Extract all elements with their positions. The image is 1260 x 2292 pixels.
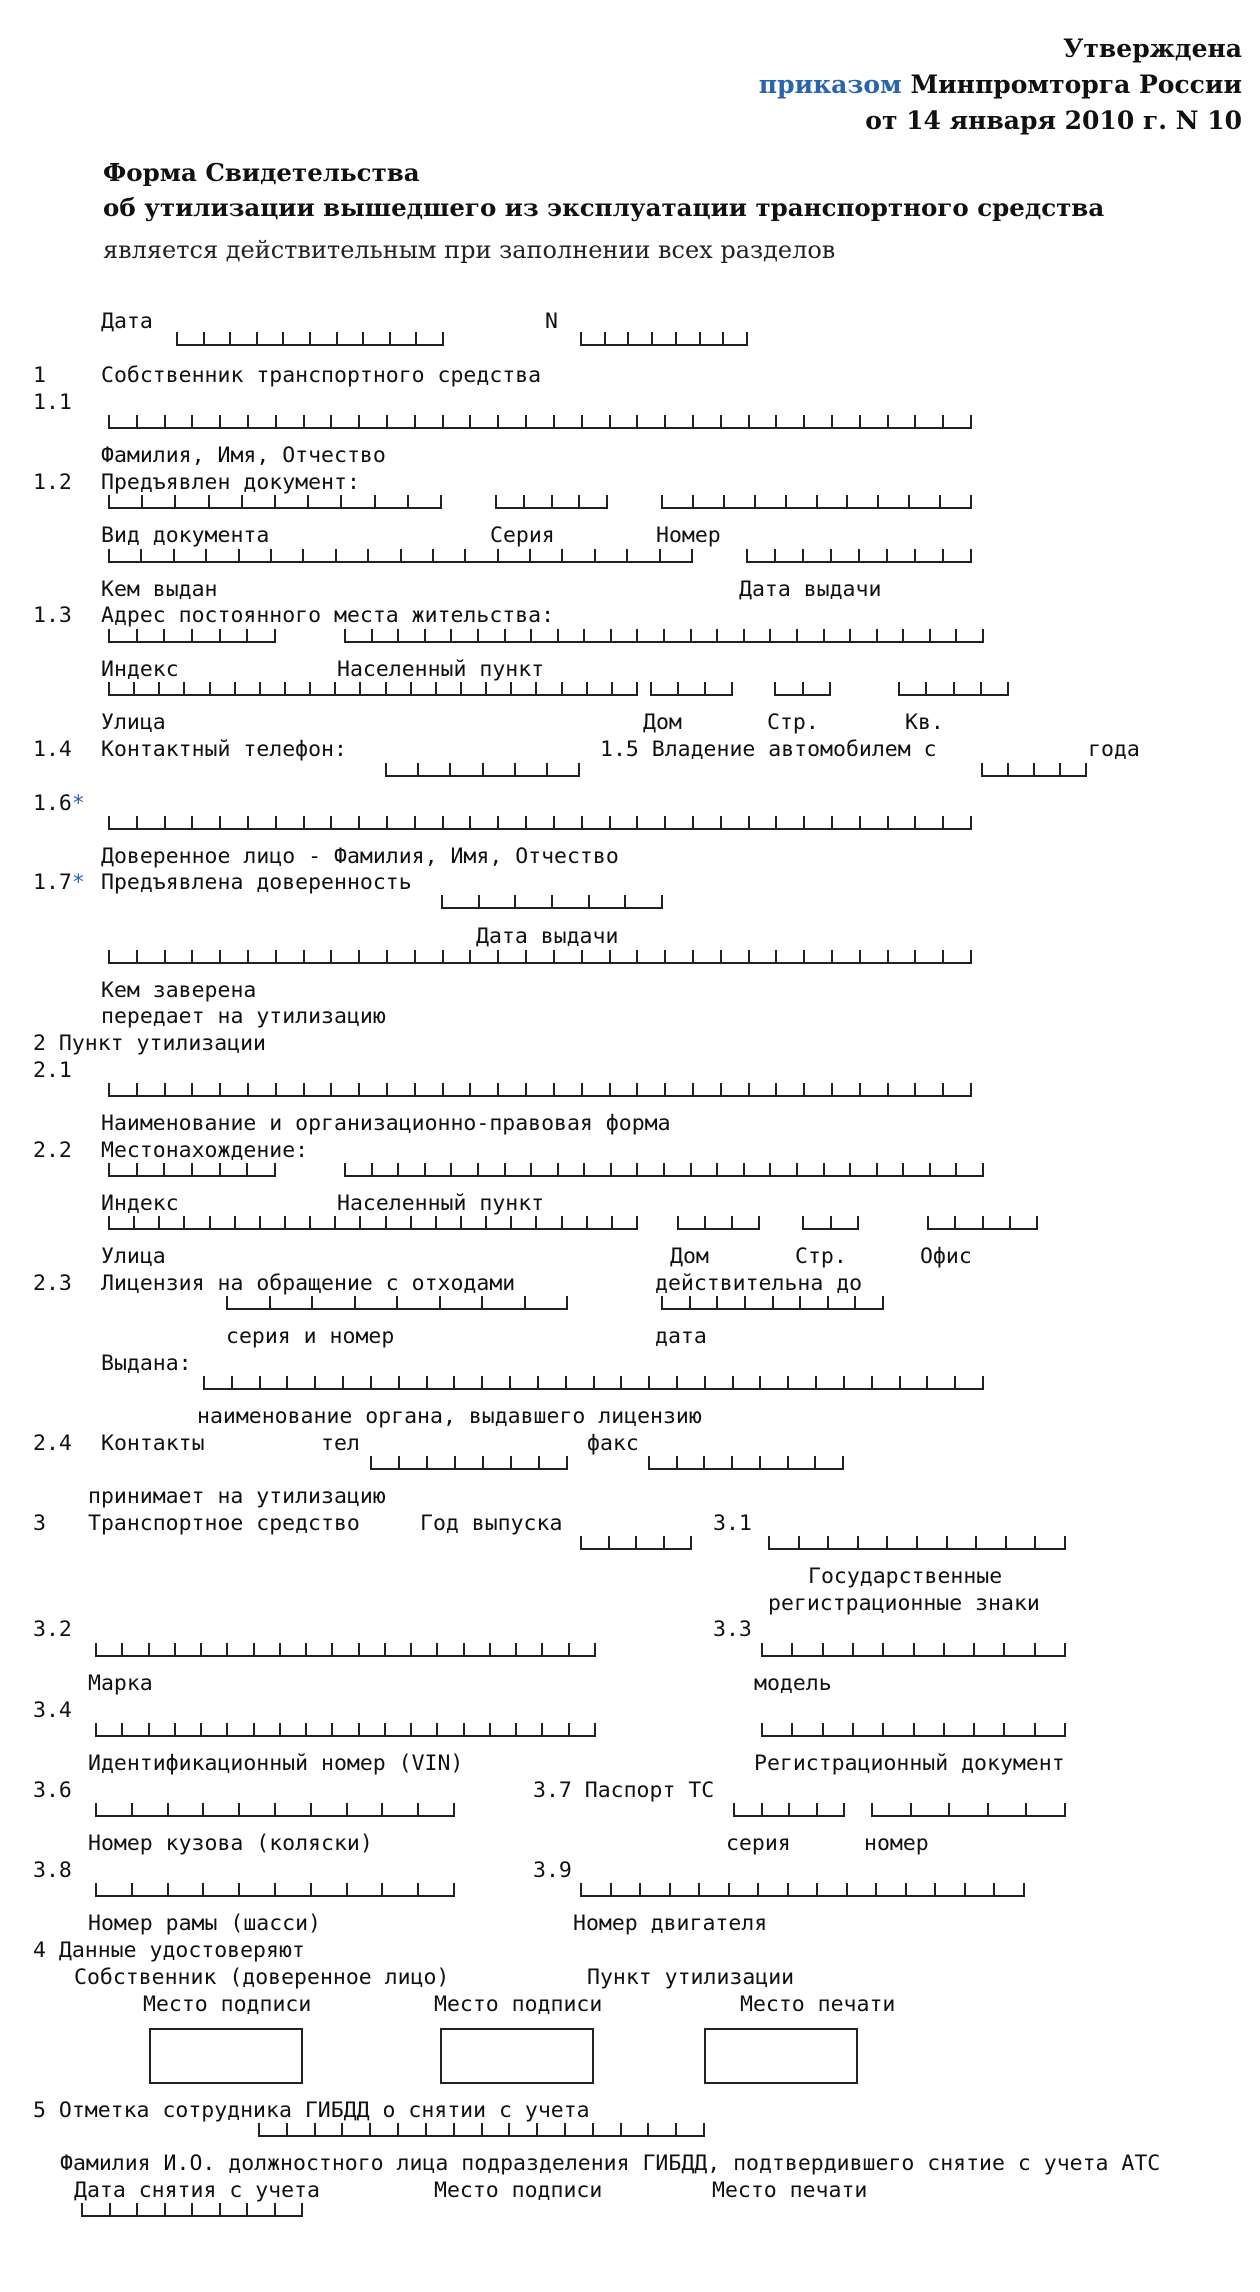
issued-by-field[interactable] xyxy=(108,550,693,563)
reg-doc-label: Регистрационный документ xyxy=(754,1751,1065,1776)
dereg-date-field[interactable] xyxy=(81,2204,303,2217)
frame-no-field[interactable] xyxy=(95,1884,455,1897)
location-label: Местонахождение: xyxy=(101,1138,309,1163)
index2-label: Индекс xyxy=(101,1191,179,1216)
s1-7-num: 1.7* xyxy=(33,870,85,895)
seal-place: Место печати xyxy=(740,1992,896,2017)
order-link[interactable]: приказом xyxy=(758,70,902,99)
date-small-label: дата xyxy=(655,1324,707,1349)
plates-field[interactable] xyxy=(768,1537,1066,1550)
point-signature-box[interactable] xyxy=(440,2028,594,2084)
valid-until-label: действительна до xyxy=(655,1271,863,1296)
building2-label: Стр. xyxy=(795,1244,847,1269)
date-field[interactable] xyxy=(176,333,444,346)
certificate-number-field[interactable] xyxy=(580,333,748,346)
doc-type-label: Вид документа xyxy=(101,523,270,548)
plates-label-2: регистрационные знаки xyxy=(768,1591,1040,1616)
model-label: модель xyxy=(754,1671,832,1696)
issue-date-label: Дата выдачи xyxy=(739,577,882,602)
form-note: является действительным при заполнении всех разделов xyxy=(103,236,836,264)
s2-title: 2 Пункт утилизации xyxy=(33,1031,266,1056)
locality2-field[interactable] xyxy=(344,1164,984,1177)
license-number-field[interactable] xyxy=(226,1297,568,1310)
vin-label: Идентификационный номер (VIN) xyxy=(88,1751,464,1776)
house2-label: Дом xyxy=(670,1244,709,1269)
s1-title: Собственник транспортного средства xyxy=(101,363,542,388)
passport-series-field[interactable] xyxy=(733,1804,845,1817)
owner-signature-box[interactable] xyxy=(149,2028,303,2084)
manuf-year-field[interactable] xyxy=(580,1537,692,1550)
order-line xyxy=(759,70,1242,99)
apartment-label: Кв. xyxy=(905,710,944,735)
proxy-fio-field[interactable] xyxy=(108,817,972,830)
fio-label: Фамилия, Имя, Отчество xyxy=(101,443,386,468)
manuf-year-label: Год выпуска xyxy=(420,1511,563,1536)
s4-title: 4 Данные удостоверяют xyxy=(33,1938,305,1963)
engine-no-field[interactable] xyxy=(580,1884,1025,1897)
sign-place-1: Место подписи xyxy=(143,1992,312,2017)
index-label: Индекс xyxy=(101,657,179,682)
s3-9-num: 3.9 xyxy=(533,1858,572,1883)
s3-6-num: 3.6 xyxy=(33,1778,72,1803)
apartment-field[interactable] xyxy=(898,683,1009,696)
license-label: Лицензия на обращение с отходами xyxy=(101,1271,516,1296)
date-label: Дата xyxy=(101,309,153,334)
s1-num: 1 xyxy=(33,363,46,388)
s1-2-num: 1.2 xyxy=(33,470,72,495)
s1-3-num: 1.3 xyxy=(33,603,72,628)
s1-1-num: 1.1 xyxy=(33,390,72,415)
issued-by-label: Кем выдан xyxy=(101,577,218,602)
office-label: Офис xyxy=(920,1244,972,1269)
locality-field[interactable] xyxy=(344,630,984,643)
street2-label: Улица xyxy=(101,1244,166,1269)
phone-field[interactable] xyxy=(385,764,580,777)
street2-field[interactable] xyxy=(108,1217,638,1230)
poa-date-field[interactable] xyxy=(441,896,663,909)
series-label: Серия xyxy=(490,523,555,548)
org-name-field[interactable] xyxy=(108,1084,972,1097)
form-title: Форма Свидетельства xyxy=(103,158,420,187)
vehicle-label: Транспортное средство xyxy=(88,1511,360,1536)
license-authority-field[interactable] xyxy=(203,1377,984,1390)
dereg-date-label: Дата снятия с учета xyxy=(74,2178,320,2203)
street-label: Улица xyxy=(101,710,166,735)
brand-label: Марка xyxy=(88,1671,153,1696)
street-field[interactable] xyxy=(108,683,638,696)
body-no-field[interactable] xyxy=(95,1804,455,1817)
body-no-label: Номер кузова (коляски) xyxy=(88,1831,373,1856)
certified-by-field[interactable] xyxy=(108,951,972,964)
officer-label: Фамилия И.О. должностного лица подразделения ГИБДД, подтвердившего снятие с учета АТС xyxy=(60,2151,1161,2176)
building-field[interactable] xyxy=(774,683,831,696)
s2-4-num: 2.4 xyxy=(33,1431,72,1456)
fax-field[interactable] xyxy=(648,1457,844,1470)
vin-field[interactable] xyxy=(95,1724,596,1737)
owner-fio-field[interactable] xyxy=(108,416,972,429)
locality2-label: Населенный пункт xyxy=(337,1191,545,1216)
building-label: Стр. xyxy=(767,710,819,735)
index-field[interactable] xyxy=(108,630,276,643)
passport-number-field[interactable] xyxy=(871,1804,1066,1817)
license-authority-label: наименование органа, выдавшего лицензию xyxy=(197,1404,702,1429)
model-field[interactable] xyxy=(761,1644,1066,1657)
house2-field[interactable] xyxy=(677,1217,760,1230)
transfers-label: передает на утилизацию xyxy=(101,1004,386,1029)
passport-label: 3.7 Паспорт ТС xyxy=(533,1778,715,1803)
s3-4-num: 3.4 xyxy=(33,1698,72,1723)
s5-title: 5 Отметка сотрудника ГИБДД о снятии с учета xyxy=(33,2098,590,2123)
order-date: от 14 января 2010 г. N 10 xyxy=(865,106,1242,135)
reg-doc-field[interactable] xyxy=(761,1724,1066,1737)
s2-2-num: 2.2 xyxy=(33,1138,72,1163)
index2-field[interactable] xyxy=(108,1164,276,1177)
year-label: года xyxy=(1088,737,1140,762)
s1-6-num: 1.6* xyxy=(33,791,85,816)
series3-label: серия xyxy=(726,1831,791,1856)
doc-type-field[interactable] xyxy=(108,496,442,509)
ministry-label: Минпромторга России xyxy=(910,70,1242,99)
house-field[interactable] xyxy=(650,683,733,696)
tel-field[interactable] xyxy=(370,1457,568,1470)
s3-1-num: 3.1 xyxy=(713,1511,752,1536)
form-subtitle: об утилизации вышедшего из эксплуатации транспортного средства xyxy=(103,193,1105,222)
poa-date-label: Дата выдачи xyxy=(476,924,619,949)
owner-proxy-label: Собственник (доверенное лицо) xyxy=(74,1965,450,1990)
poa-label: Предъявлена доверенность xyxy=(101,870,412,895)
building2-field[interactable] xyxy=(802,1217,859,1230)
house-label: Дом xyxy=(643,710,682,735)
brand-field[interactable] xyxy=(95,1644,596,1657)
address-label: Адрес постоянного места жительства: xyxy=(101,603,555,628)
seal-box[interactable] xyxy=(704,2028,858,2084)
doc-series-field[interactable] xyxy=(495,496,608,509)
s3-num: 3 xyxy=(33,1511,46,1536)
number3-label: номер xyxy=(864,1831,929,1856)
s2-3-num: 2.3 xyxy=(33,1271,72,1296)
phone-label: Контактный телефон: xyxy=(101,737,347,762)
doc-presented-label: Предъявлен документ: xyxy=(101,470,360,495)
plates-label-1: Государственные xyxy=(808,1564,1003,1589)
s1-4-num: 1.4 xyxy=(33,737,72,762)
certified-by-label: Кем заверена xyxy=(101,978,257,1003)
number-label: Номер xyxy=(656,523,721,548)
frame-no-label: Номер рамы (шасси) xyxy=(88,1911,321,1936)
locality-label: Населенный пункт xyxy=(337,657,545,682)
sign-place-3: Место подписи xyxy=(434,2178,603,2203)
tel-label: тел xyxy=(321,1431,360,1456)
license-date-field[interactable] xyxy=(661,1297,884,1310)
proxy-fio-label: Доверенное лицо - Фамилия, Имя, Отчество xyxy=(101,844,619,869)
sign-place-2: Место подписи xyxy=(434,1992,603,2017)
s3-8-num: 3.8 xyxy=(33,1858,72,1883)
s3-3-num: 3.3 xyxy=(713,1617,752,1642)
s2-1-num: 2.1 xyxy=(33,1058,72,1083)
issue-date-field[interactable] xyxy=(746,550,972,563)
s3-2-num: 3.2 xyxy=(33,1617,72,1642)
point-label: Пункт утилизации xyxy=(587,1965,795,1990)
office-field[interactable] xyxy=(927,1217,1038,1230)
org-name-label: Наименование и организационно-правовая форма xyxy=(101,1111,671,1136)
engine-no-label: Номер двигателя xyxy=(573,1911,768,1936)
officer-field[interactable] xyxy=(258,2124,705,2137)
owning-year-field[interactable] xyxy=(981,764,1087,777)
approved-label: Утверждена xyxy=(1063,34,1242,63)
seal-place-2: Место печати xyxy=(712,2178,868,2203)
contacts-label: Контакты xyxy=(101,1431,205,1456)
series-number-label: серия и номер xyxy=(226,1324,395,1349)
issued-label: Выдана: xyxy=(101,1351,192,1376)
owning-label: 1.5 Владение автомобилем с xyxy=(600,737,937,762)
accepts-label: принимает на утилизацию xyxy=(88,1484,386,1509)
doc-number-field[interactable] xyxy=(661,496,972,509)
fax-label: факс xyxy=(587,1431,639,1456)
number-n-label: N xyxy=(545,309,558,334)
